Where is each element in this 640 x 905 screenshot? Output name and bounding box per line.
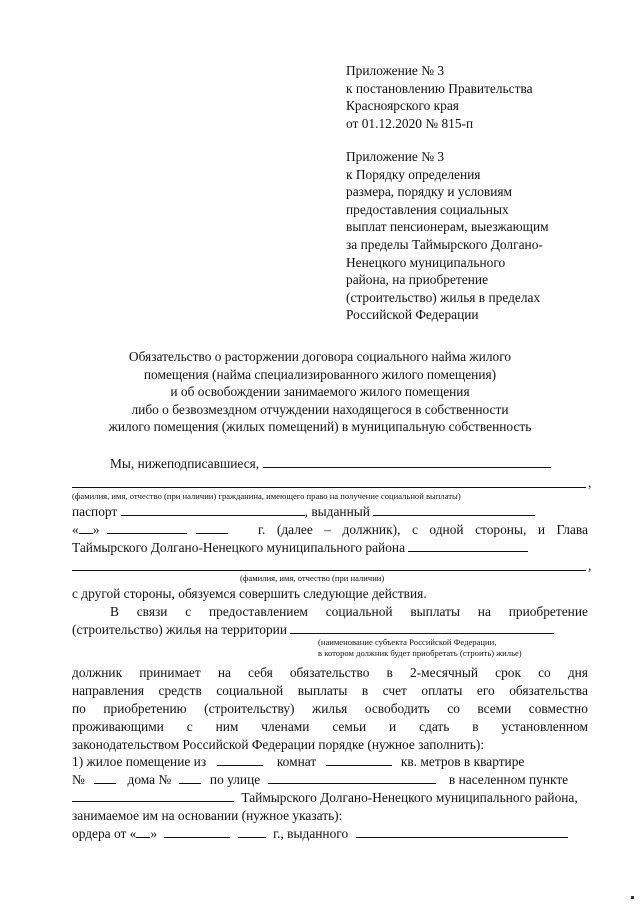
word: обязательства bbox=[509, 683, 588, 698]
passport-number-field[interactable] bbox=[121, 503, 305, 516]
paragraph-line bbox=[72, 700, 588, 718]
word: одной bbox=[429, 522, 464, 537]
order-line bbox=[72, 825, 568, 843]
sqm-label: кв. метров в квартире bbox=[400, 754, 525, 769]
territory-label: (строительство) жилья на территории bbox=[72, 622, 288, 637]
order-label: ордера от « bbox=[72, 826, 137, 841]
appendix-line: от 01.12.2020 № 815-п bbox=[346, 115, 474, 131]
in-connection-line bbox=[110, 603, 588, 621]
we-undersigned-line bbox=[110, 455, 551, 473]
date-close-quote: » bbox=[150, 826, 158, 841]
word: себя bbox=[248, 665, 273, 680]
trailing-comma: , bbox=[588, 558, 592, 573]
passport-line bbox=[72, 503, 535, 521]
territory-field[interactable] bbox=[290, 621, 554, 634]
word: с bbox=[411, 522, 418, 537]
word: и bbox=[537, 522, 545, 537]
passport-month-field[interactable] bbox=[107, 521, 187, 534]
word: (строительству) bbox=[204, 701, 295, 716]
we-undersigned-label: Мы, нижеподписавшиеся, bbox=[110, 456, 260, 471]
territory-line bbox=[72, 621, 554, 639]
appendix-line: Ненецкого муниципального bbox=[346, 254, 506, 270]
district-label: Таймырского Долгано-Ненецкого муниципального района, bbox=[241, 790, 578, 805]
word: оплаты bbox=[421, 683, 463, 698]
item1-label: 1) жилое помещение из bbox=[72, 754, 207, 769]
appendix-line: Приложение № 3 bbox=[346, 149, 445, 164]
word: должник bbox=[72, 665, 123, 680]
caption-citizen: (фамилия, имя, отчество (при наличии) гражданина, имеющего право на получение социальной выплаты) bbox=[72, 491, 461, 501]
passport-year-field[interactable] bbox=[196, 521, 228, 534]
order-issuer-field[interactable] bbox=[356, 825, 568, 838]
head-district-line bbox=[72, 539, 528, 557]
title-line: Обязательство о расторжении договора социального найма жилого bbox=[128, 349, 512, 364]
head-district-label: Таймырского Долгано-Ненецкого муниципального района bbox=[72, 540, 406, 555]
rooms-count-field[interactable] bbox=[217, 753, 263, 766]
date-open-quote: « bbox=[72, 522, 79, 537]
appendix-line: (строительство) жилья в пределах bbox=[346, 289, 541, 305]
word: В bbox=[110, 604, 119, 619]
word: дня bbox=[567, 665, 588, 680]
caption-subject-1: (наименование субъекта Российской Федерации, bbox=[318, 637, 497, 647]
word: социальной bbox=[325, 604, 393, 619]
settlement-field[interactable] bbox=[72, 789, 234, 802]
passport-day-field[interactable] bbox=[79, 521, 93, 534]
occupied-basis-line: занимаемое им на основании (нужное указать): bbox=[72, 808, 343, 823]
word: жилья bbox=[311, 701, 348, 716]
order-month-field[interactable] bbox=[164, 825, 230, 838]
paragraph-last-line: законодательством Российской Федерации порядке (нужное заполнить): bbox=[72, 737, 485, 752]
appendix-line: за пределы Таймырского Долгано- bbox=[346, 236, 543, 252]
word: направления bbox=[72, 683, 145, 698]
word: семьи bbox=[332, 719, 367, 734]
word: принимает bbox=[139, 665, 201, 680]
date-close-quote: » bbox=[92, 522, 100, 537]
word: стороны, bbox=[475, 522, 527, 537]
appendix-line: предоставления социальных bbox=[346, 201, 509, 217]
word: членами bbox=[261, 719, 310, 734]
title-line: либо о безвозмездном отчуждении находящегося в собственности bbox=[131, 401, 509, 417]
word: его bbox=[476, 683, 495, 698]
paragraph-line bbox=[72, 682, 588, 700]
citizen-name-field[interactable] bbox=[263, 455, 551, 468]
word: проживающими bbox=[72, 719, 164, 734]
word: Глава bbox=[556, 522, 588, 537]
appendix-line: района, на приобретение bbox=[346, 272, 489, 288]
word: с bbox=[185, 604, 192, 619]
title-line: и об освобождении занимаемого жилого помещения bbox=[170, 384, 470, 400]
appendix-line: выплат пенсионерам, выезжающим bbox=[346, 219, 549, 235]
head-name-field[interactable] bbox=[408, 539, 528, 552]
debtor-words-line bbox=[258, 521, 588, 539]
settlement-label: в населенном пункте bbox=[448, 772, 569, 787]
word: связи bbox=[136, 604, 168, 619]
word: по bbox=[72, 701, 86, 716]
appendix-line: Красноярского края bbox=[346, 98, 459, 114]
passport-issuer-field[interactable] bbox=[373, 503, 535, 516]
date-open-line bbox=[72, 521, 228, 539]
trailing-comma: , bbox=[588, 475, 592, 490]
word: сдать bbox=[419, 719, 450, 734]
house-label: дома № bbox=[127, 772, 172, 787]
word: всеми bbox=[477, 701, 512, 716]
word: ним bbox=[215, 719, 239, 734]
area-field[interactable] bbox=[326, 753, 392, 766]
word: установленном bbox=[501, 719, 588, 734]
word: г. bbox=[258, 522, 266, 537]
word: выплаты bbox=[410, 604, 460, 619]
address-line bbox=[72, 771, 568, 789]
word: на bbox=[217, 665, 231, 680]
passport-label: паспорт bbox=[72, 504, 118, 519]
appendix-line: Приложение № 3 bbox=[346, 63, 445, 78]
other-side-line: с другой стороны, обязуемся совершить следующие действия. bbox=[72, 586, 427, 601]
citizen-name-rule[interactable] bbox=[72, 487, 586, 488]
word: в bbox=[361, 683, 369, 698]
document-title bbox=[60, 348, 580, 436]
word: предоставлением bbox=[209, 604, 308, 619]
street-field[interactable] bbox=[268, 771, 436, 784]
num-sign: № bbox=[72, 772, 85, 787]
district-line bbox=[72, 789, 578, 807]
word: средств bbox=[158, 683, 202, 698]
word: социальной bbox=[216, 683, 284, 698]
word: освободить bbox=[364, 701, 430, 716]
appendix-procedure bbox=[346, 148, 549, 324]
appendix-line: к Порядку определения bbox=[346, 166, 481, 182]
word: обязательство bbox=[289, 665, 370, 680]
word: (далее bbox=[276, 522, 313, 537]
title-line: помещения (найма специализированного жилого помещения) bbox=[143, 366, 497, 382]
title-line: жилого помещения (жилых помещений) в муниципальную собственность bbox=[108, 419, 532, 435]
order-year-field[interactable] bbox=[238, 825, 266, 838]
word: выплаты bbox=[297, 683, 348, 698]
word: 2-месячный bbox=[409, 665, 479, 680]
street-label: по улице bbox=[209, 772, 261, 787]
item1-line bbox=[72, 753, 524, 771]
caption-fio: (фамилия, имя, отчество (при наличии) bbox=[240, 573, 385, 583]
word: в bbox=[386, 665, 393, 680]
word: со bbox=[447, 701, 460, 716]
word: в bbox=[472, 719, 479, 734]
appendix-line: к постановлению Правительства bbox=[346, 80, 533, 96]
appendix-govt-decree bbox=[346, 62, 533, 132]
caption-subject-2: в котором должник будет приобретать (строить) жилье) bbox=[318, 648, 522, 658]
word: должник), bbox=[342, 522, 401, 537]
order-day-field[interactable] bbox=[136, 825, 150, 838]
word: совместно bbox=[528, 701, 588, 716]
scan-speck bbox=[631, 896, 634, 899]
word: приобретению bbox=[103, 701, 187, 716]
word: срок bbox=[495, 665, 521, 680]
word: со bbox=[538, 665, 551, 680]
issued-label: , выданный bbox=[304, 504, 370, 519]
word: и bbox=[389, 719, 397, 734]
year-issued-label: г., выданного bbox=[273, 826, 349, 841]
rooms-label: комнат bbox=[276, 754, 317, 769]
apartment-number-field[interactable] bbox=[94, 771, 116, 784]
word: счет bbox=[382, 683, 407, 698]
word: – bbox=[324, 522, 331, 537]
word: приобретение bbox=[508, 604, 588, 619]
house-number-field[interactable] bbox=[179, 771, 201, 784]
appendix-line: размера, порядку и условиям bbox=[346, 184, 513, 200]
appendix-line: Российской Федерации bbox=[346, 307, 479, 323]
head-name-rule[interactable] bbox=[72, 570, 586, 571]
paragraph-line bbox=[72, 718, 588, 736]
word: на bbox=[477, 604, 491, 619]
word: с bbox=[186, 719, 193, 734]
paragraph-line bbox=[72, 664, 588, 682]
